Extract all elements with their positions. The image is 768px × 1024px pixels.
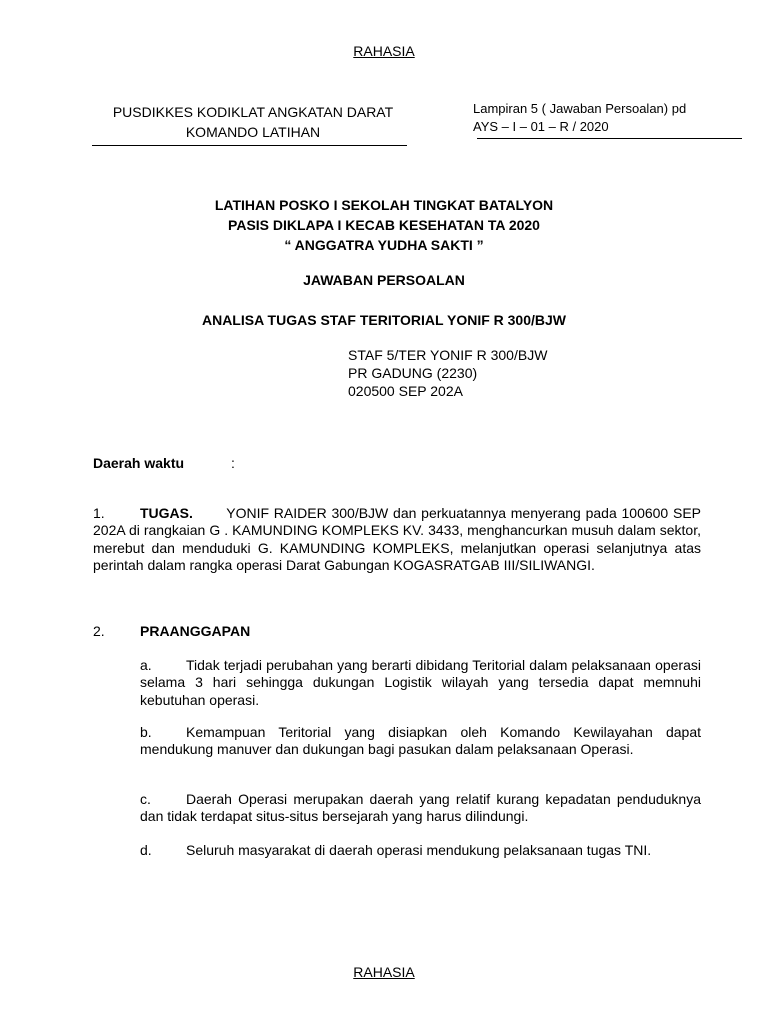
assumption-text: Daerah Operasi merupakan daerah yang relatif kurang kepadatan penduduknya dan tidak terdapat situs-situs bersejarah yang harus dilindungi. <box>140 791 701 825</box>
title-line-2: PASIS DIKLAPA I KECAB KESEHATAN TA 2020 <box>228 217 540 233</box>
assumption-letter: c. <box>140 791 151 807</box>
organization-name: PUSDIKKES KODIKLAT ANGKATAN DARAT <box>112 104 394 120</box>
assumption-letter: a. <box>140 657 152 673</box>
organization-block <box>92 102 414 142</box>
reference-block <box>473 100 686 136</box>
assumption-text: Kemampuan Teritorial yang disiapkan oleh Komando Kewilayahan dapat mendukung manuver dan dukungan bagi pasukan dalam pelaksanaan Operasi. <box>140 724 701 758</box>
title-line-1: LATIHAN POSKO I SEKOLAH TINGKAT BATALYON <box>214 197 554 213</box>
time-zone-colon: : <box>231 455 235 471</box>
assumption-item-a <box>140 657 701 709</box>
origin-location: PR GADUNG (2230) <box>348 365 478 381</box>
time-zone-label: Daerah waktu <box>93 455 185 471</box>
assumption-text: Tidak terjadi perubahan yang berarti dibidang Teritorial dalam pelaksanaan operasi selama 3 hari sehingga dukungan Logistik wilayah yang tersedia dapat memnuhi kebutuhan operasi. <box>140 657 701 708</box>
section-2-title: PRAANGGAPAN <box>140 623 251 639</box>
organization-unit: KOMANDO LATIHAN <box>185 124 321 140</box>
assumption-text: Seluruh masyarakat di daerah operasi mendukung pelaksanaan tugas TNI. <box>186 842 652 858</box>
document-title-block <box>0 195 768 255</box>
section-1-number: 1. <box>93 505 105 521</box>
classification-top: RAHASIA <box>353 43 415 59</box>
assumption-item-b <box>140 724 701 759</box>
origin-datetime: 020500 SEP 202A <box>348 383 463 399</box>
assumption-letter: b. <box>140 724 152 740</box>
classification-bottom: RAHASIA <box>353 964 415 980</box>
reference-underline <box>477 138 742 139</box>
origin-staff: STAF 5/TER YONIF R 300/BJW <box>348 347 548 363</box>
reference-line-1: Lampiran 5 ( Jawaban Persoalan) pd <box>473 101 687 116</box>
assumption-item-d <box>140 842 701 859</box>
title-line-3: “ ANGGATRA YUDHA SAKTI ” <box>284 237 484 253</box>
section-2-number: 2. <box>93 623 105 639</box>
reference-line-2: AYS – I – 01 – R / 2020 <box>473 119 609 134</box>
section-1-keyword: TUGAS. <box>140 505 193 521</box>
section-1-text: YONIF RAIDER 300/BJW dan perkuatannya menyerang pada 100600 SEP 202A di rangkaian G . KAMUNDING KOMPLEKS KV. 3433, menghancurkan musuh dalam sektor, merebut dan menduduki G. KAMUNDING KOMPLEKS, melanjutkan operasi selanjutnya atas perintah dalam rangka operasi Darat Gabungan KOGASRATGAB III/SILIWANGI. <box>93 505 701 573</box>
document-subheading: ANALISA TUGAS STAF TERITORIAL YONIF R 300/BJW <box>201 312 567 328</box>
organization-underline <box>92 145 407 146</box>
assumption-letter: d. <box>140 842 152 858</box>
section-1-paragraph <box>93 505 701 574</box>
assumption-item-c <box>140 791 701 826</box>
document-heading: JAWABAN PERSOALAN <box>303 272 465 288</box>
origin-block <box>348 346 547 400</box>
